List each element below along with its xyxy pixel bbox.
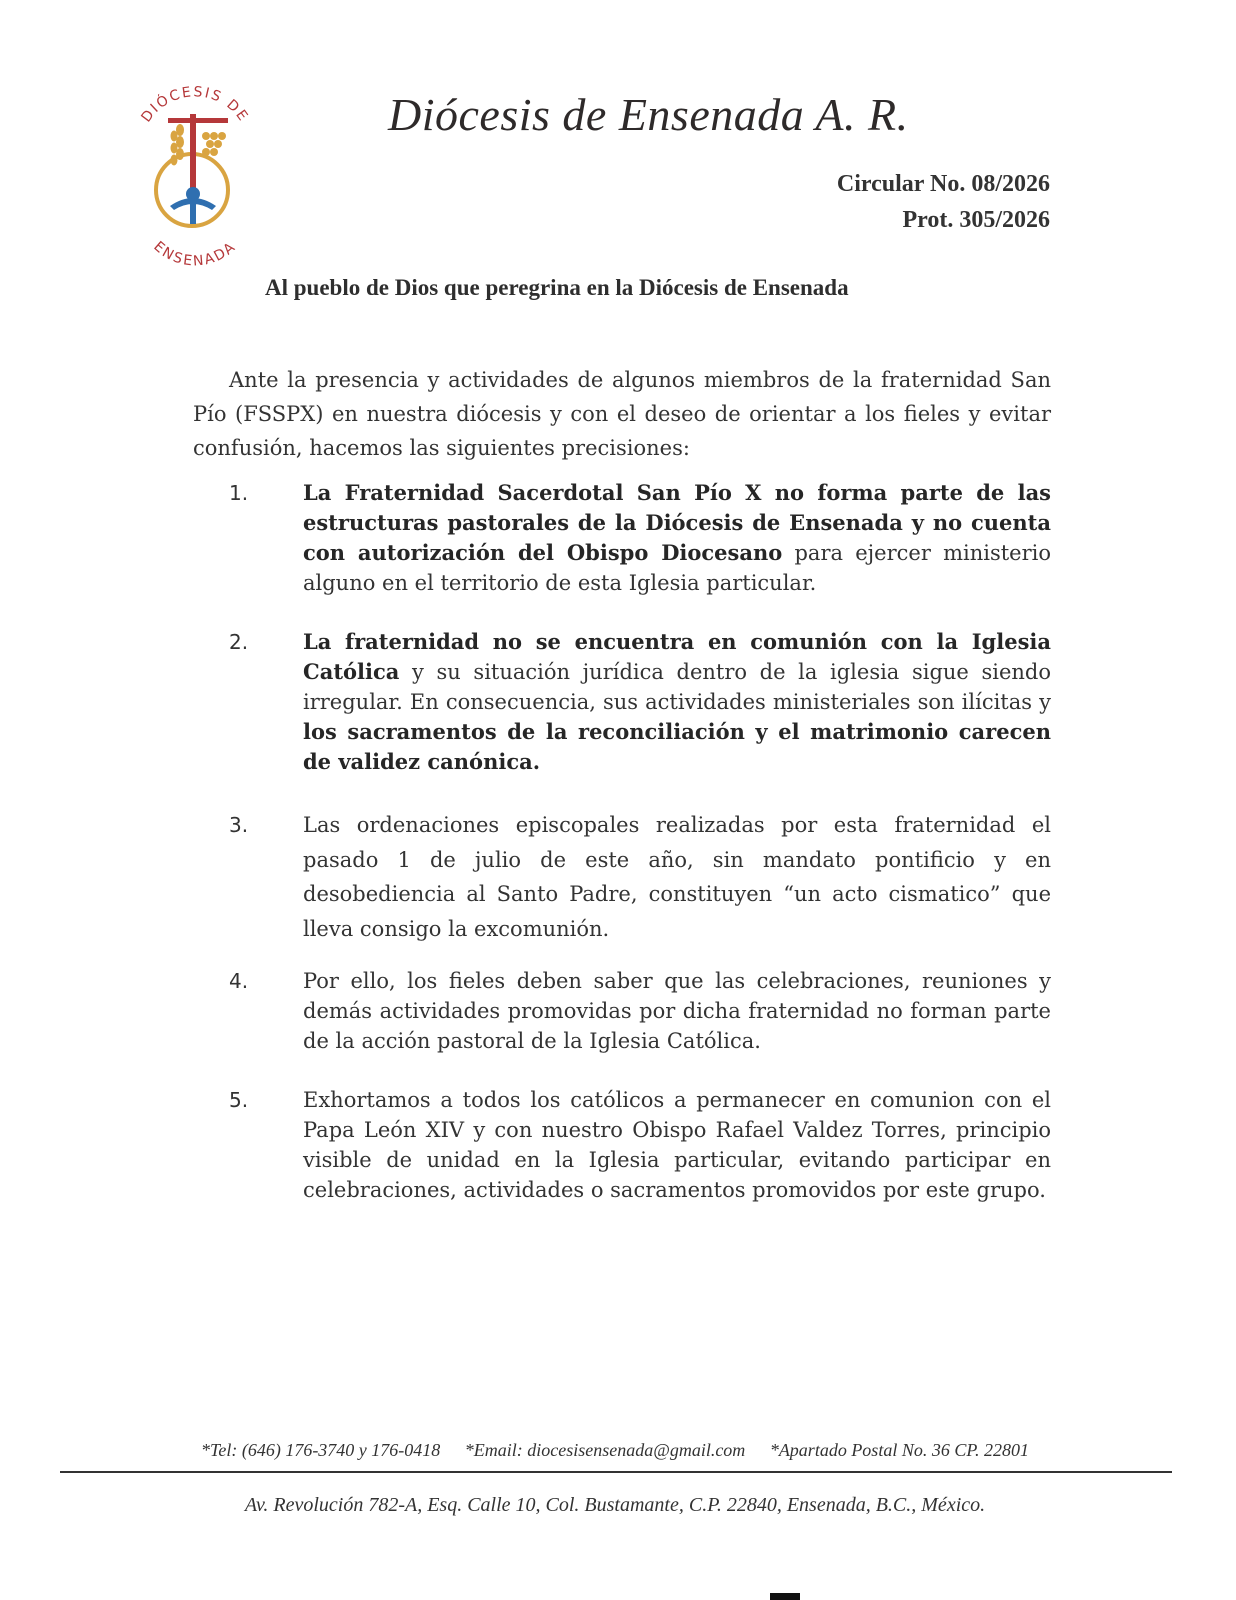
logo-text-bottom: ENSENADA [150, 238, 240, 268]
item-number: 4. [229, 969, 249, 993]
item-number: 1. [229, 481, 249, 505]
item-number: 3. [229, 813, 249, 837]
item-text [303, 478, 1051, 598]
letterhead-title: Diócesis de Ensenada A. R. [388, 89, 909, 140]
item-text: Exhortamos a todos los católicos a permanecer en comunion con el Papa León XIV y con nuestro Obispo Rafael Valdez Torres, principio visible de unidad en la Iglesia particular, evitando participar en celebraciones, actividades o sacramentos promovidos por este grupo. [303, 1088, 1051, 1202]
svg-text:ENSENADA [150, 239, 239, 268]
diocese-logo [130, 78, 260, 268]
footer-address: Av. Revolución 782-A, Esq. Calle 10, Col. Bustamante, C.P. 22840, Ensenada, B.C., México. [244, 1494, 986, 1516]
circular-number: Circular No. 08/2026 [836, 171, 1050, 197]
footer-contact [60, 1440, 1170, 1461]
footer-phone: *Tel: (646) 176-3740 y 176-0418 [200, 1440, 441, 1460]
item-text [303, 627, 1051, 777]
item-regular-text: y su situación jurídica dentro de la iglesia sigue siendo irregular. En consecuencia, sus actividades ministeriales son ilícitas y [303, 660, 1051, 714]
scan-mark [770, 1593, 800, 1600]
logo-text-top: DIÓCESIS DE [138, 84, 252, 126]
item-text: Las ordenaciones episcopales realizadas por esta fraternidad el pasado 1 de julio de este año, sin mandato pontificio y en desobediencia al Santo Padre, constituyen “un acto cismatico” que lleva consigo la excomunión. [303, 813, 1051, 941]
item-regular-text: para ejercer ministerio alguno en el territorio de esta Iglesia particular. [303, 541, 1051, 595]
item-text: Por ello, los fieles deben saber que las celebraciones, reuniones y demás actividades promovidas por dicha fraternidad no forman parte de la acción pastoral de la Iglesia Católica. [303, 969, 1051, 1053]
footer-divider [60, 1471, 1172, 1473]
footer-postal-box: *Apartado Postal No. 36 CP. 22801 [769, 1440, 1030, 1460]
reference-block [837, 166, 1050, 238]
item-bold-text: los sacramentos de la reconciliación y el matrimonio carecen de validez canónica. [303, 719, 1051, 774]
protocol-number: Prot. 305/2026 [902, 207, 1050, 233]
item-number: 5. [229, 1088, 249, 1112]
greeting: Al pueblo de Dios que peregrina en la Diócesis de Ensenada [265, 275, 849, 300]
item-number: 2. [229, 630, 249, 654]
item-bold-text: La fraternidad no se encuentra en comunión con la Iglesia Católica [303, 629, 1051, 684]
intro-paragraph: Ante la presencia y actividades de algunos miembros de la fraternidad San Pío (FSSPX) en nuestra diócesis y con el deseo de orientar a los fieles y evitar confusión, hacemos las siguientes precisiones: [193, 368, 1051, 460]
item-bold-text: La Fraternidad Sacerdotal San Pío X no forma parte de las estructuras pastorales de la Diócesis de Ensenada y no cuenta con autorización del Obispo Diocesano [303, 480, 1051, 565]
footer-email: *Email: diocesisensenada@gmail.com [464, 1440, 746, 1460]
